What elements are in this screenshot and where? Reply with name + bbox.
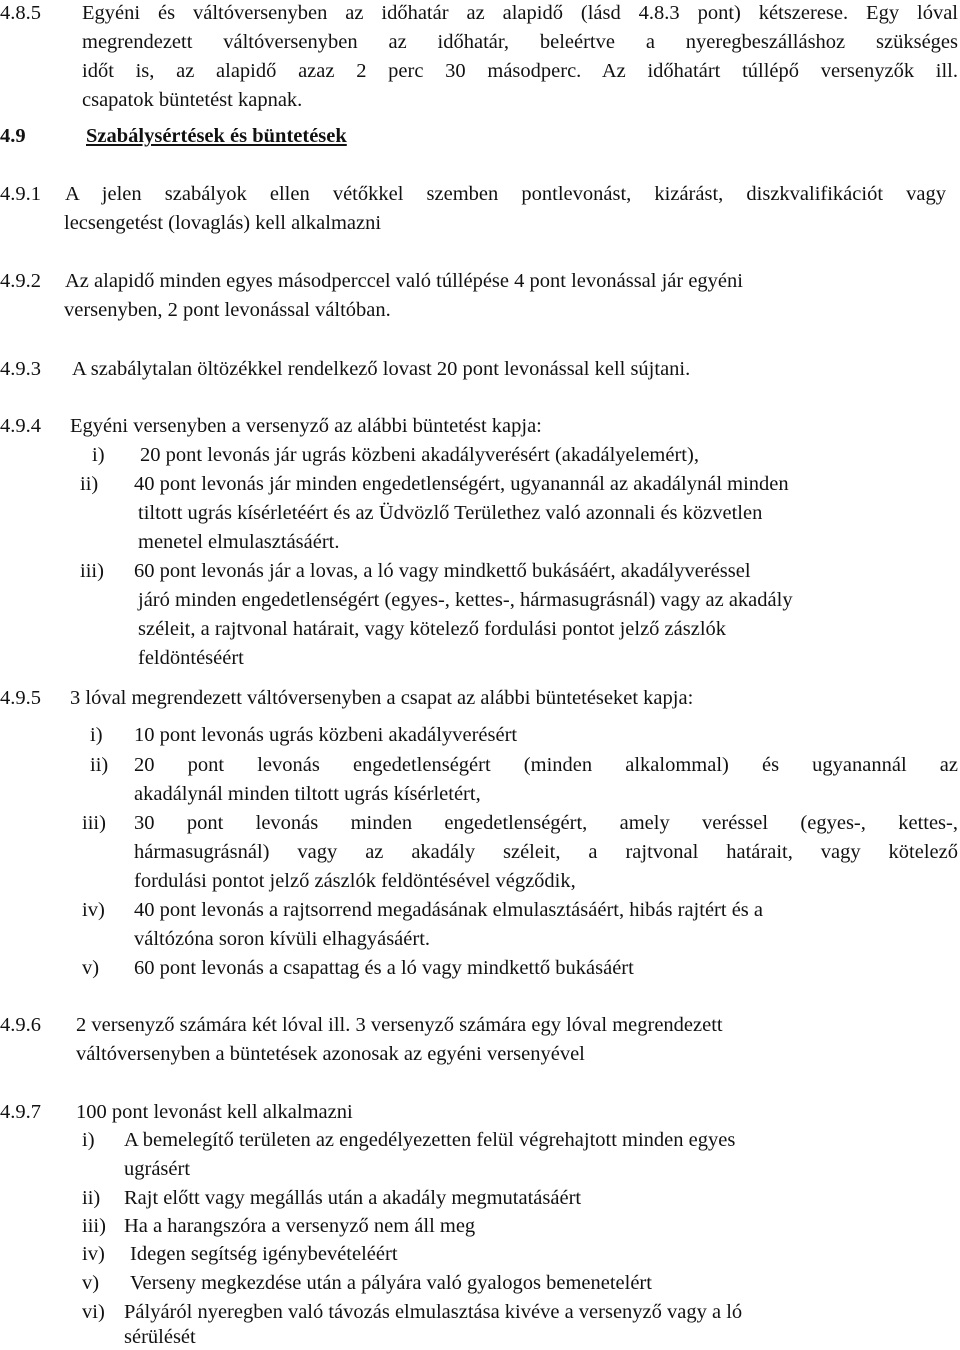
list-item-continuation: akadálynál minden tiltott ugrás kísérletért, (134, 783, 481, 805)
paragraph-4-9-3 (0, 356, 690, 382)
list-text: Ha a harangszóra a versenyző nem áll meg (124, 1215, 476, 1237)
list-item (90, 752, 958, 778)
list-item-continuation: hármasugrásnál) vagy az akadály széleit, a rajtvonal határait, vagy kötelező (134, 841, 958, 863)
list-item (82, 1213, 475, 1239)
list-marker: vi) (82, 1301, 105, 1323)
list-marker: ii) (90, 754, 109, 776)
paragraph-number: 4.8.5 (0, 2, 41, 24)
list-item (82, 1270, 652, 1296)
paragraph-4-9-2-line-2: versenyben, 2 pont levonással váltóban. (64, 299, 391, 321)
list-text: 10 pont levonás ugrás közbeni akadályverésért (134, 724, 518, 746)
list-text: Idegen segítség igénybevételéért (130, 1243, 398, 1265)
list-marker: iv) (82, 899, 105, 921)
list-item (82, 1241, 398, 1267)
list-text: 20 pont levonás jár ugrás közbeni akadályverésért (akadályelemért), (140, 444, 699, 466)
list-marker: iii) (80, 560, 104, 582)
list-marker: ii) (80, 473, 99, 495)
paragraph-4-9-4-intro (0, 413, 542, 439)
list-item-continuation: sérülését (124, 1326, 196, 1348)
list-item-continuation: menetel elmulasztásáért. (138, 531, 340, 553)
list-marker: ii) (82, 1187, 101, 1209)
list-item-continuation: váltózóna soron kívüli elhagyásáért. (134, 928, 431, 950)
list-marker: iii) (82, 1215, 106, 1237)
paragraph-text: Egyéni és váltóversenyben az időhatár az alapidő (lásd 4.8.3 pont) kétszerese. Egy lóval (82, 2, 958, 24)
paragraph-text: A jelen szabályok ellen vétőkkel szemben pontlevonást, kizárást, diszkvalifikációt vagy (65, 183, 946, 205)
paragraph-number: 4.9.3 (0, 358, 41, 380)
list-marker: iv) (82, 1243, 105, 1265)
list-text: 40 pont levonás a rajtsorrend megadásának elmulasztásáért, hibás rajtért és a (134, 899, 763, 921)
list-item (82, 1185, 581, 1211)
list-item (82, 955, 634, 981)
list-item (90, 722, 517, 748)
list-text: 40 pont levonás jár minden engedetlenségért, ugyanannál az akadálynál minden (134, 473, 789, 495)
section-heading (0, 123, 347, 149)
paragraph-4-9-6-line-2: váltóversenyben a büntetések azonosak az egyéni versenyével (76, 1043, 585, 1065)
paragraph-4-8-5-line-1 (0, 0, 958, 26)
list-item (82, 1299, 742, 1325)
list-text: 60 pont levonás jár a lovas, a ló vagy mindkettő bukásáért, akadályveréssel (134, 560, 751, 582)
list-item (80, 471, 789, 497)
paragraph-number: 4.9.4 (0, 415, 41, 437)
paragraph-number: 4.9.6 (0, 1014, 41, 1036)
paragraph-4-8-5-line-3: időt is, az alapidő azaz 2 perc 30 másodperc. Az időhatárt túllépő versenyzők ill. (82, 60, 958, 82)
section-number: 4.9 (0, 125, 26, 147)
list-item-continuation: fordulási pontot jelző zászlók feldöntésével végződik, (134, 870, 576, 892)
list-marker: i) (82, 1129, 95, 1151)
paragraph-4-9-5-intro (0, 685, 693, 711)
list-item (82, 810, 958, 836)
list-marker: i) (90, 724, 103, 746)
paragraph-text: Az alapidő minden egyes másodperccel való túllépése 4 pont levonással jár egyéni (65, 270, 743, 292)
paragraph-number: 4.9.5 (0, 687, 41, 709)
list-text: 30 pont levonás minden engedetlenségért, amely veréssel (egyes-, kettes-, (134, 812, 958, 834)
paragraph-4-9-1-line-1 (0, 181, 946, 207)
paragraph-4-9-2-line-1 (0, 268, 743, 294)
list-text: A bemelegítő területen az engedélyezetten felül végrehajtott minden egyes (124, 1129, 736, 1151)
list-item (82, 1127, 735, 1153)
paragraph-text: 2 versenyző számára két lóval ill. 3 versenyző számára egy lóval megrendezett (76, 1014, 723, 1036)
paragraph-text: A szabálytalan öltözékkel rendelkező lovast 20 pont levonással kell sújtani. (72, 358, 691, 380)
paragraph-4-9-6-line-1 (0, 1012, 723, 1038)
paragraph-text: 3 lóval megrendezett váltóversenyben a csapat az alábbi büntetéseket kapja: (70, 687, 694, 709)
paragraph-4-9-7-intro (0, 1099, 353, 1125)
paragraph-4-8-5-line-4: csapatok büntetést kapnak. (82, 89, 303, 111)
list-item-continuation: feldöntéséért (138, 647, 244, 669)
list-text: 60 pont levonás a csapattag és a ló vagy mindkettő bukásáért (134, 957, 634, 979)
list-marker: v) (82, 1272, 100, 1294)
list-marker: i) (92, 444, 105, 466)
list-text: Pályáról nyeregben való távozás elmulasztása kivéve a versenyző vagy a ló (124, 1301, 743, 1323)
list-marker: v) (82, 957, 100, 979)
list-item (92, 442, 699, 468)
list-item (82, 897, 763, 923)
list-item (80, 558, 751, 584)
list-text: Rajt előtt vagy megállás után a akadály megmutatásáért (124, 1187, 582, 1209)
list-marker: iii) (82, 812, 106, 834)
paragraph-text: Egyéni versenyben a versenyző az alábbi büntetést kapja: (70, 415, 542, 437)
list-text: Verseny megkezdése után a pályára való gyalogos bemenetelért (130, 1272, 652, 1294)
paragraph-4-8-5-line-2: megrendezett váltóversenyben az időhatár, beleértve a nyeregbeszálláshoz szükséges (82, 31, 958, 53)
paragraph-4-9-1-line-2: lecsengetést (lovaglás) kell alkalmazni (64, 212, 382, 234)
paragraph-number: 4.9.2 (0, 270, 41, 292)
paragraph-number: 4.9.1 (0, 183, 41, 205)
list-text: 20 pont levonás engedetlenségért (minden alkalommal) és ugyanannál az (134, 754, 958, 776)
section-title: Szabálysértések és büntetések (86, 125, 347, 147)
paragraph-number: 4.9.7 (0, 1101, 41, 1123)
list-item-continuation: széleit, a rajtvonal határait, vagy kötelező fordulási pontot jelző zászlók (138, 618, 727, 640)
list-item-continuation: tiltott ugrás kísérletéért és az Üdvözlő Területhez való azonnali és közvetlen (138, 502, 763, 524)
list-item-continuation: ugrásért (124, 1158, 191, 1180)
list-item-continuation: járó minden engedetlenségért (egyes-, kettes-, hármasugrásnál) vagy az akadály (138, 589, 793, 611)
paragraph-text: 100 pont levonást kell alkalmazni (76, 1101, 353, 1123)
